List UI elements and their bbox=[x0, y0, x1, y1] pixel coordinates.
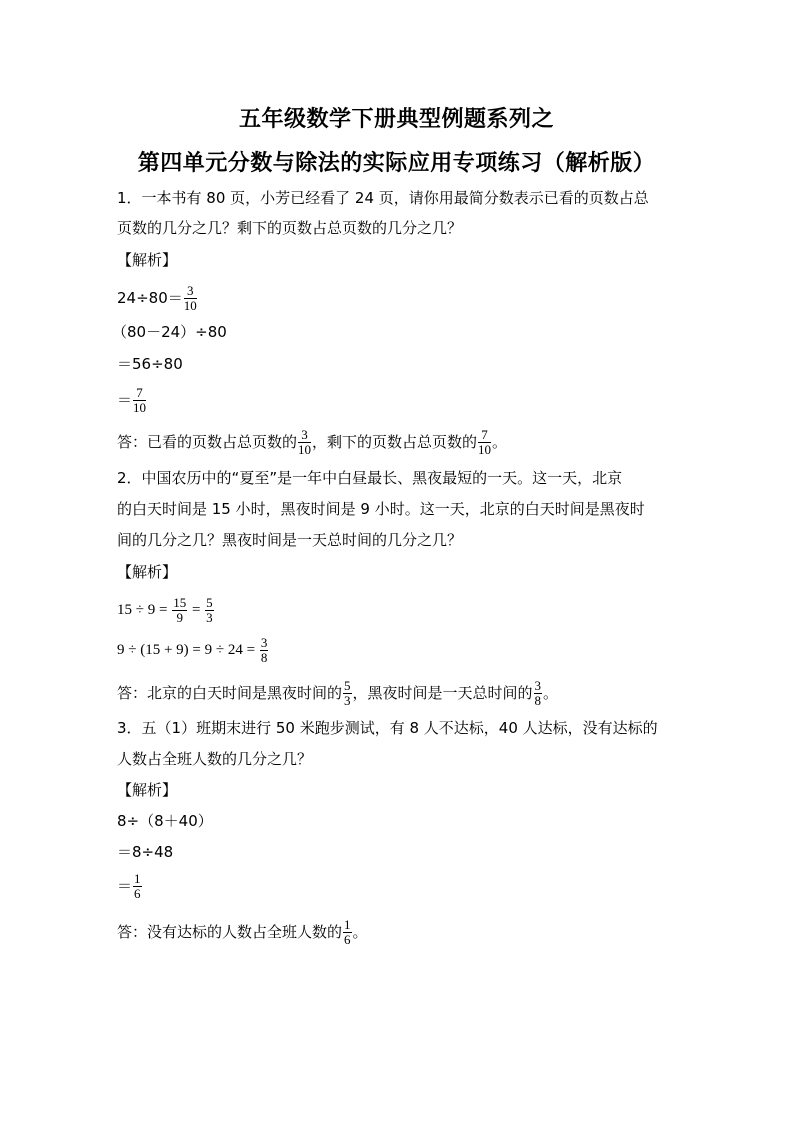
fraction: $\frac{7}{10}$ bbox=[133, 385, 147, 415]
fraction: $\frac{5}{3}$ bbox=[206, 595, 213, 625]
question-1-text-line1: 1．一本书有 80 页，小芳已经看了 24 页，请你用最简分数表示已看的页数占总 bbox=[117, 189, 649, 207]
question-1-step-4: ＝ $\frac{7}{10}$ bbox=[117, 385, 147, 415]
question-3-step-1: 8÷（8＋40） bbox=[117, 812, 213, 830]
question-3-analysis-label: 【解析】 bbox=[117, 781, 178, 799]
question-2-step-2: 9 ÷ (15 + 9) = 9 ÷ 24 = $\frac{3}{8}$ bbox=[117, 635, 268, 665]
fraction: $\frac{7}{10}$ bbox=[478, 427, 492, 457]
question-1-text-line2: 页数的几分之几？剩下的页数占总页数的几分之几？ bbox=[117, 219, 463, 237]
question-1-step-2: （80－24）÷80 bbox=[112, 323, 227, 341]
fraction: $\frac{3}{10}$ bbox=[183, 283, 197, 313]
question-2-analysis-label: 【解析】 bbox=[117, 563, 178, 581]
fraction: $\frac{15}{9}$ bbox=[173, 595, 187, 625]
fraction: $\frac{1}{6}$ bbox=[344, 917, 351, 947]
question-3-text-line1: 3．五（1）班期末进行 50 米跑步测试，有 8 人不达标，40 人达标，没有达标的 bbox=[117, 719, 658, 737]
question-1-analysis-label: 【解析】 bbox=[117, 251, 178, 269]
fraction: $\frac{1}{6}$ bbox=[134, 871, 141, 901]
question-2-text-line2: 的白天时间是 15 小时，黑夜时间是 9 小时。这一天，北京的白天时间是黑夜时 bbox=[117, 500, 645, 518]
fraction: $\frac{3}{8}$ bbox=[260, 635, 268, 665]
question-1-step-3: ＝56÷80 bbox=[117, 355, 183, 373]
question-2-answer: 答：北京的白天时间是黑夜时间的 $\frac{5}{3}$ ，黑夜时间是一天总时间的 $\frac{3}{8}$ 。 bbox=[117, 678, 559, 708]
question-1-answer: 答：已看的页数占总页数的 $\frac{3}{10}$ ，剩下的页数占总页数的 $\frac{7}{10}$ 。 bbox=[117, 427, 508, 457]
question-2-text-line1: 2．中国农历中的“夏至”是一年中白昼最长、黑夜最短的一天。这一天，北京 bbox=[117, 469, 623, 487]
question-2-step-1: 15 ÷ 9 = $\frac{15}{9}$ = $\frac{5}{3}$ bbox=[117, 595, 213, 625]
question-3-step-2: ＝8÷48 bbox=[117, 843, 174, 861]
fraction: $\frac{5}{3}$ bbox=[344, 678, 351, 708]
question-3-answer: 答：没有达标的人数占全班人数的 $\frac{1}{6}$ 。 bbox=[117, 917, 368, 947]
fraction: $\frac{3}{10}$ bbox=[298, 427, 312, 457]
question-2-text-line3: 间的几分之几？黑夜时间是一天总时间的几分之几？ bbox=[117, 531, 463, 549]
document-title-line2: 第四单元分数与除法的实际应用专项练习（解析版） bbox=[137, 151, 656, 176]
question-3-step-3: ＝ $\frac{1}{6}$ bbox=[117, 871, 141, 901]
question-3-text-line2: 人数占全班人数的几分之几？ bbox=[117, 750, 313, 768]
document-title-line1: 五年级数学下册典型例题系列之 bbox=[238, 107, 554, 132]
fraction: $\frac{3}{8}$ bbox=[534, 678, 542, 708]
question-1-step-1: 24÷80＝ $\frac{3}{10}$ bbox=[117, 283, 197, 313]
